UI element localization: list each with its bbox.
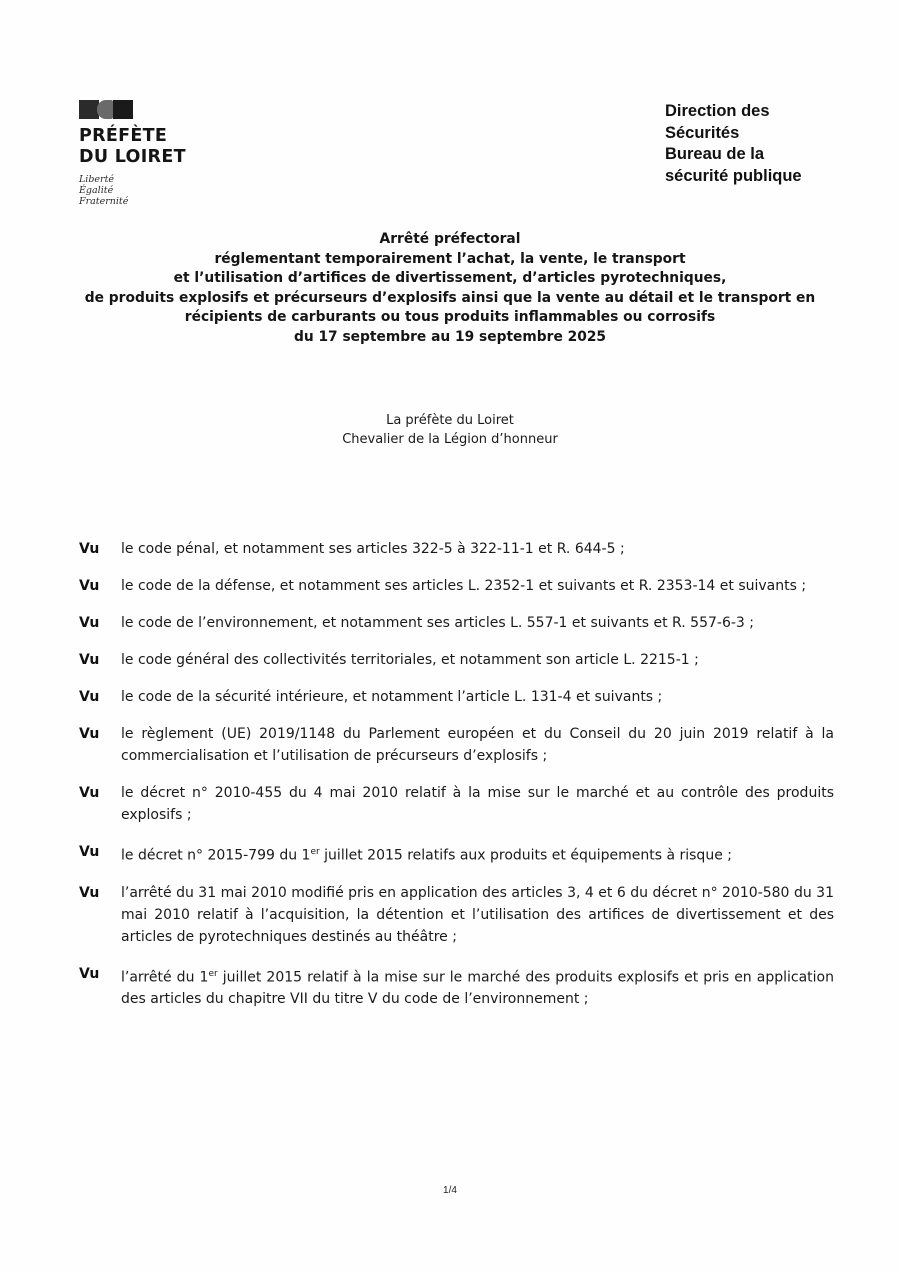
list-item	[79, 649, 834, 671]
vu-label: Vu	[79, 884, 100, 901]
reference-text: le règlement (UE) 2019/1148 du Parlement européen et du Conseil du 20 juin 2019 relatif à la commercialisation et l’utilisation de précurseurs d’explosifs ;	[121, 726, 834, 764]
direction-line: Bureau de la	[665, 145, 765, 163]
logo-title-line2: DU LOIRET	[79, 147, 186, 167]
list-item	[79, 723, 834, 767]
list-item	[79, 538, 834, 560]
reference-text: le code de la défense, et notamment ses articles L. 2352-1 et suivants et R. 2353-14 et suivants ;	[121, 578, 807, 594]
list-item	[79, 963, 834, 1011]
reference-text: l’arrêté du 1er juillet 2015 relatif à la mise sur le marché des produits explosifs et pris en application des articles du chapitre VII du titre V du code de l’environnement ;	[121, 968, 834, 1008]
list-item	[79, 882, 834, 948]
motto-fraternite: Fraternité	[79, 196, 129, 207]
reference-text: le décret n° 2010-455 du 4 mai 2010 relatif à la mise sur le marché et au contrôle des produits explosifs ;	[121, 785, 834, 823]
list-item	[79, 841, 834, 867]
marianne-emblem-icon	[79, 98, 135, 122]
vu-label: Vu	[79, 578, 100, 594]
title-line: Arrêté préfectoral	[379, 231, 521, 247]
vu-label: Vu	[79, 689, 100, 705]
motto-egalite: Égalité	[79, 185, 114, 196]
page-number: 1/4	[443, 1185, 457, 1196]
title-line: du 17 septembre au 19 septembre 2025	[293, 328, 607, 345]
title-line: réglementant temporairement l’achat, la vente, le transport	[214, 250, 686, 267]
reference-text: le code de l’environnement, et notamment ses articles L. 557-1 et suivants et R. 557-6-3 ;	[121, 615, 754, 631]
vu-label: Vu	[79, 965, 100, 982]
authority-line: La préfète du Loiret	[386, 413, 514, 428]
list-item	[79, 782, 834, 826]
signing-authority	[200, 411, 700, 449]
logo-title-line1: PRÉFÈTE	[79, 126, 168, 146]
vu-label: Vu	[79, 844, 100, 860]
vu-label: Vu	[79, 541, 100, 557]
authority-line: Chevalier de la Légion d’honneur	[342, 432, 558, 447]
direction-line: Sécurités	[665, 123, 740, 142]
vu-label: Vu	[79, 652, 100, 668]
direction-line: sécurité publique	[665, 166, 802, 185]
legal-references-list	[79, 538, 834, 1025]
reference-text: le code général des collectivités territoriales, et notamment son article L. 2215-1 ;	[121, 652, 699, 668]
reference-text: le code de la sécurité intérieure, et notamment l’article L. 131-4 et suivants ;	[121, 689, 663, 705]
issuing-service	[665, 101, 865, 187]
title-line: et l’utilisation d’artifices de divertissement, d’articles pyrotechniques,	[173, 270, 727, 286]
direction-line: Direction des	[665, 102, 770, 120]
reference-text: le code pénal, et notamment ses articles 322-5 à 322-11-1 et R. 644-5 ;	[121, 541, 625, 557]
list-item	[79, 686, 834, 708]
reference-text: le décret n° 2015-799 du 1er juillet 2015 relatifs aux produits et équipements à risque ;	[121, 847, 732, 864]
reference-text: l’arrêté du 31 mai 2010 modifié pris en application des articles 3, 4 et 6 du décret n° 2010-580 du 31 mai 2010 relatif à l’acquisition, la détention et l’utilisation des artifices de divertissement et des articles de pyrotechniques destinés au théâtre ;	[121, 884, 834, 945]
decree-title	[40, 230, 860, 347]
republic-motto	[79, 174, 219, 207]
list-item	[79, 575, 834, 597]
vu-label: Vu	[79, 785, 100, 801]
vu-label: Vu	[79, 726, 100, 742]
prefecture-logo	[79, 98, 219, 207]
list-item	[79, 612, 834, 634]
vu-label: Vu	[79, 615, 100, 631]
title-line: de produits explosifs et précurseurs d’explosifs ainsi que la vente au détail et le transport en	[84, 289, 816, 306]
motto-liberte: Liberté	[79, 174, 115, 185]
title-line: récipients de carburants ou tous produits inflammables ou corrosifs	[184, 309, 716, 325]
